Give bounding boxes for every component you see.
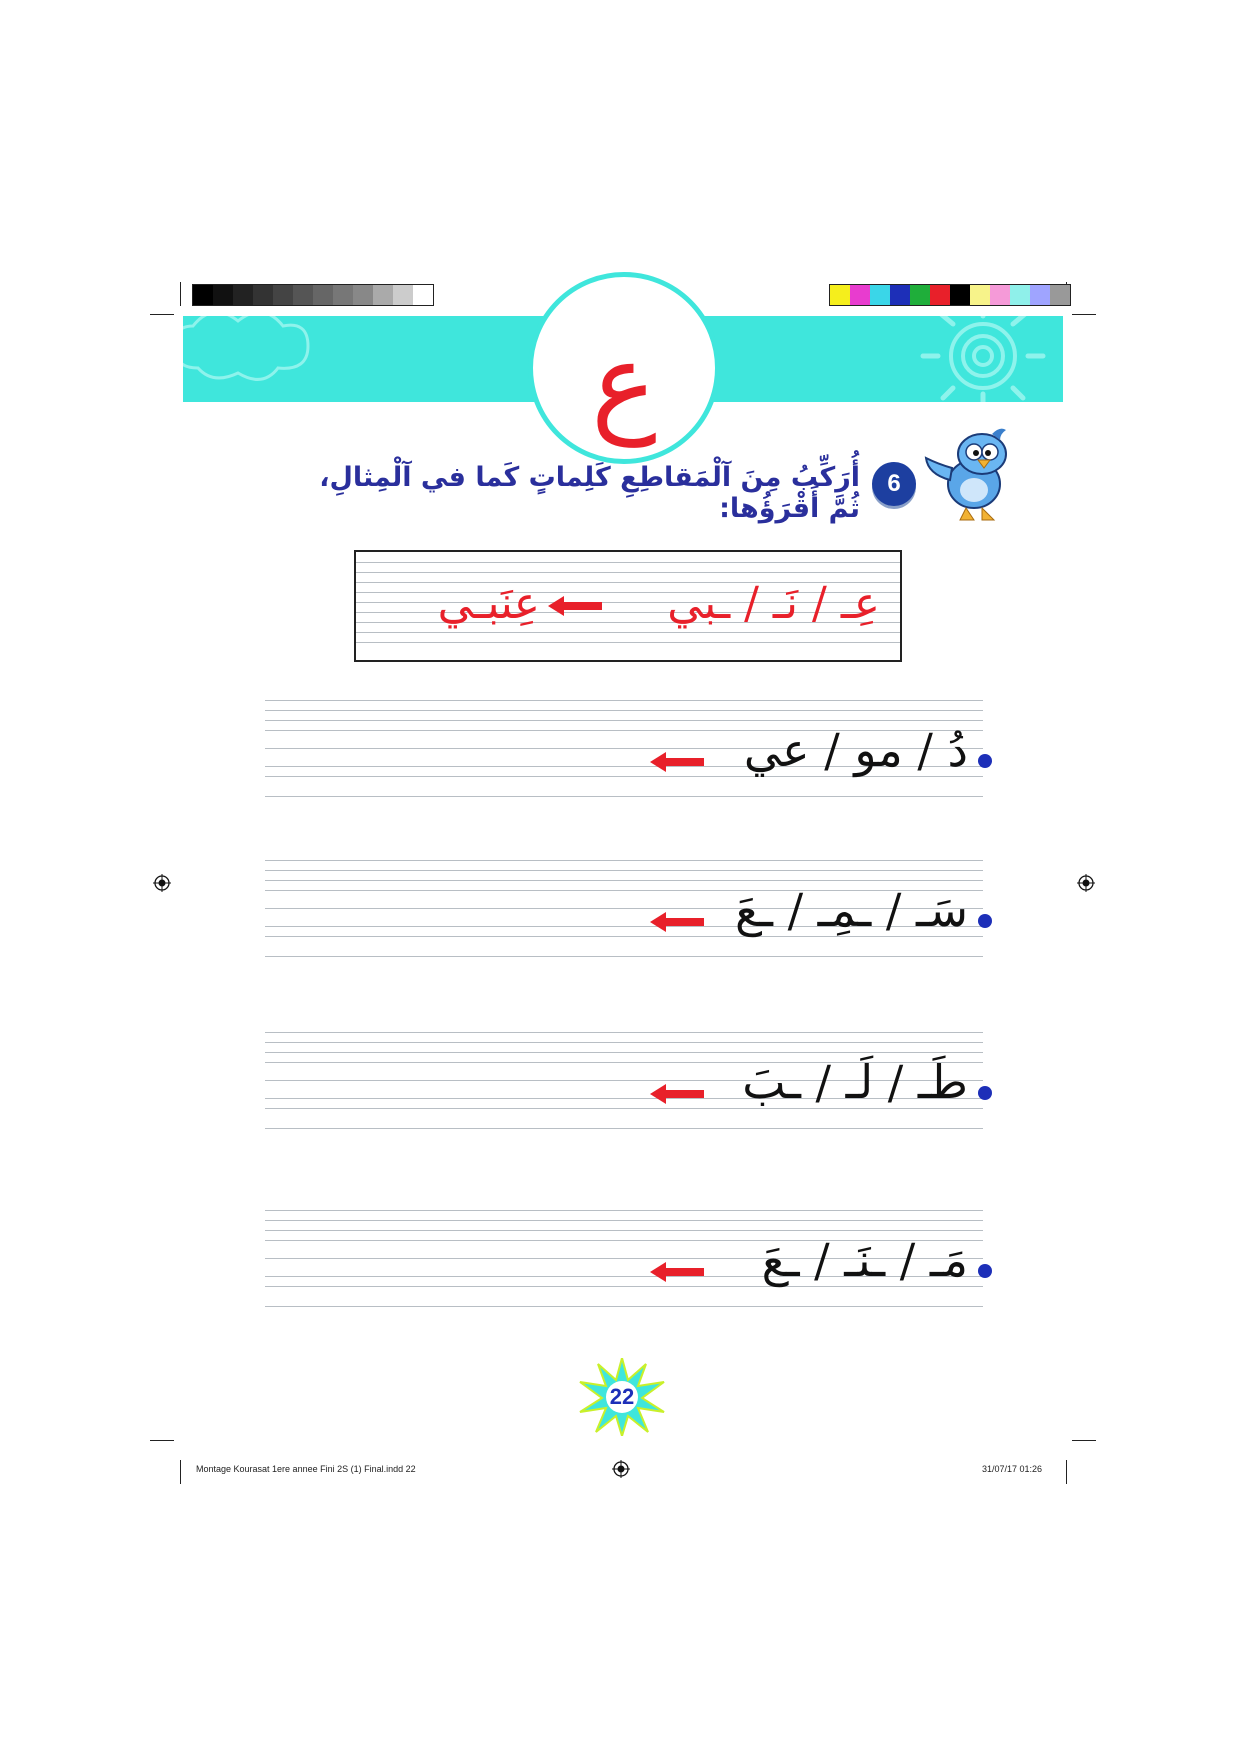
color-swatch (353, 285, 373, 305)
color-swatch (393, 285, 413, 305)
row-syllables: مَـ / ـنَـ / ـعَ (761, 1233, 968, 1287)
color-swatch (830, 285, 850, 305)
exercise-instruction: أُرَكِّبُ مِنَ آلْمَقاطِعِ كَلِماتٍ كَما في آلْمِثالِ، ثُمَّ أَقْرَؤُها: (319, 462, 860, 524)
exercise-number-badge: 6 (872, 462, 916, 506)
color-swatch (950, 285, 970, 305)
color-swatch (930, 285, 950, 305)
crop-mark (1072, 314, 1096, 315)
arrow-left-icon (548, 596, 602, 616)
registration-mark-icon (153, 874, 171, 892)
crop-mark (1066, 1460, 1067, 1484)
arrow-left-icon (650, 1262, 704, 1282)
example-word: عِنَبـي (437, 578, 540, 629)
footer-date: 31/07/17 01:26 (982, 1464, 1043, 1474)
lesson-letter: ع (591, 319, 657, 447)
crop-mark (180, 282, 181, 306)
color-swatch (1010, 285, 1030, 305)
color-swatch (373, 285, 393, 305)
color-swatch (850, 285, 870, 305)
crop-mark (150, 314, 174, 315)
color-swatch (870, 285, 890, 305)
footer-file-name: Montage Kourasat 1ere annee Fini 2S (1) Final.indd 22 (196, 1464, 416, 1474)
example-syllables: عِـ / نَـ / ـبي (667, 578, 880, 629)
color-swatch (273, 285, 293, 305)
process-color-bar (829, 284, 1071, 306)
color-swatch (333, 285, 353, 305)
page-number: 22 (609, 1384, 635, 1409)
color-swatch (1050, 285, 1070, 305)
row-syllables: طَـ / لَـ / ـبَ (742, 1055, 968, 1109)
color-swatch (970, 285, 990, 305)
bullet-dot (978, 914, 992, 928)
color-swatch (233, 285, 253, 305)
color-swatch (293, 285, 313, 305)
color-swatch (253, 285, 273, 305)
color-swatch (413, 285, 433, 305)
arrow-left-icon (650, 1084, 704, 1104)
color-swatch (1030, 285, 1050, 305)
row-syllables: دُ / مو / عي (743, 723, 968, 777)
crop-mark (180, 1460, 181, 1484)
color-swatch (910, 285, 930, 305)
bullet-dot (978, 754, 992, 768)
bullet-dot (978, 1264, 992, 1278)
arrow-left-icon (650, 752, 704, 772)
arrow-left-icon (650, 912, 704, 932)
grayscale-color-bar (192, 284, 434, 306)
crop-mark (150, 1440, 174, 1441)
color-swatch (193, 285, 213, 305)
color-swatch (313, 285, 333, 305)
crop-mark (1072, 1440, 1096, 1441)
bird-mascot-icon (922, 424, 1022, 524)
row-syllables: سَـ / ـمِـ / ـعَ (734, 883, 968, 937)
color-swatch (890, 285, 910, 305)
bullet-dot (978, 1086, 992, 1100)
registration-mark-icon (1077, 874, 1095, 892)
registration-mark-icon (612, 1460, 630, 1478)
color-swatch (990, 285, 1010, 305)
color-swatch (213, 285, 233, 305)
